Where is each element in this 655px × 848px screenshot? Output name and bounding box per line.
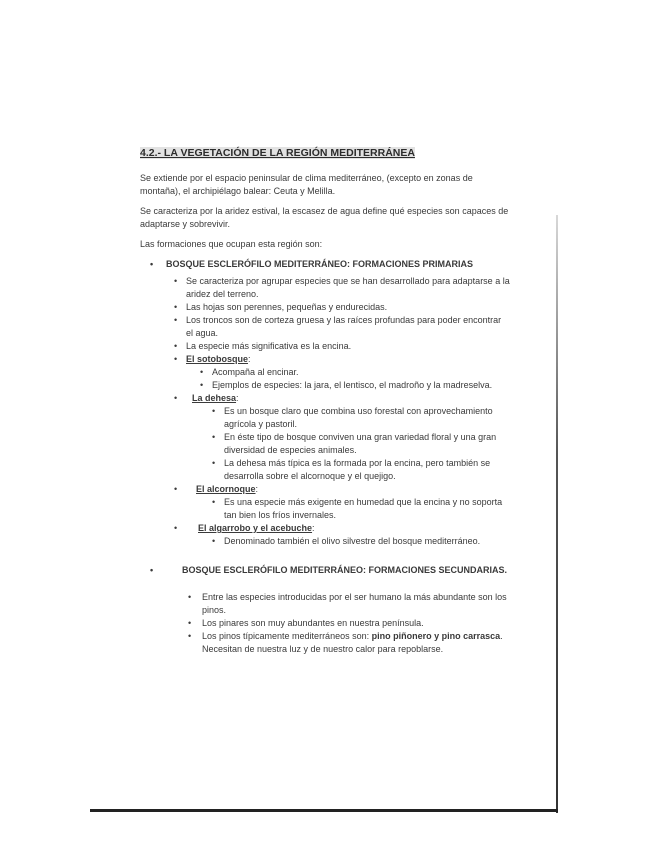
sotobosque-list	[140, 366, 510, 392]
list-item: • La dehesa más típica es la formada por la encina, pero también se desarrolla sobre el alcornoque y el quejigo.	[152, 457, 510, 483]
list-item: • Ejemplos de especies: la jara, el lentisco, el madroño y la madreselva.	[140, 379, 510, 392]
list-item: • Entre las especies introducidas por el ser humano la más abundante son los pinos.	[140, 591, 510, 617]
intro-paragraph-2: Se caracteriza por la aridez estival, la escasez de agua define qué especies son capaces de adaptarse y sobrevivir.	[140, 206, 509, 229]
subheading-sotobosque: El sotobosque	[186, 354, 249, 364]
dehesa-list	[152, 405, 510, 483]
list-item: • Las hojas son perennes, pequeñas y endurecidas.	[140, 301, 510, 314]
subheading-dehesa: La dehesa	[192, 393, 237, 403]
section-heading-primarias: • BOSQUE ESCLERÓFILO MEDITERRÁNEO: FORMACIONES PRIMARIAS	[140, 258, 510, 271]
list-item-alcornoque: • El alcornoque: • Es una especie más exigente en humedad que la encina y no soporta tan bien los fríos invernales.	[140, 483, 510, 522]
page-title: 4.2.- LA VEGETACIÓN DE LA REGIÓN MEDITERRÁNEA	[140, 147, 415, 159]
list-item: • Denominado también el olivo silvestre del bosque mediterráneo.	[152, 535, 510, 548]
list-item: • La especie más significativa es la encina.	[140, 340, 510, 353]
list-item: • Los pinares son muy abundantes en nuestra península.	[140, 617, 510, 630]
pinos-species: pino piñonero y pino carrasca	[371, 631, 501, 641]
list-item: • Es un bosque claro que combina uso forestal con aprovechamiento agrícola y pastoril.	[152, 405, 510, 431]
list-item-sotobosque: • El sotobosque: • Acompaña al encinar. • Ejemplos de especies: la jara, el lentisco, el madroño y la madreselva.	[140, 353, 510, 392]
page-edge-right	[556, 215, 558, 813]
subheading-alcornoque: El alcornoque	[196, 484, 256, 494]
alcornoque-list	[152, 496, 510, 522]
intro-paragraph-1: Se extiende por el espacio peninsular de clima mediterráneo, (excepto en zonas de montaña), el archipiélago balear: Ceuta y Melilla.	[140, 173, 473, 196]
list-item-pinos	[140, 630, 510, 656]
pinos-text-end: . Necesitan de nuestra luz y de nuestro calor para repoblarse.	[202, 631, 503, 654]
primarias-list	[140, 275, 510, 548]
page-edge-bottom	[90, 809, 558, 812]
secundarias-list	[140, 591, 510, 656]
algarrobo-list	[152, 535, 510, 548]
list-item: • En éste tipo de bosque conviven una gran variedad floral y una gran diversidad de especies animales.	[152, 431, 510, 457]
section-heading-secundarias: • BOSQUE ESCLERÓFILO MEDITERRÁNEO: FORMACIONES SECUNDARIAS.	[140, 564, 510, 577]
list-item: • Se caracteriza por agrupar especies que se han desarrollado para adaptarse a la aridez del terreno.	[140, 275, 510, 301]
intro-paragraph-3: Las formaciones que ocupan esta región son:	[140, 239, 323, 249]
subheading-algarrobo: El algarrobo y el acebuche	[198, 523, 313, 533]
list-item: • Los troncos son de corteza gruesa y las raíces profundas para poder encontrar el agua.	[140, 314, 510, 340]
list-item-dehesa: • La dehesa: • Es un bosque claro que combina uso forestal con aprovechamiento agrícola y pastoril. • En éste tipo de bosque conviven una gran variedad floral y una gran diversidad de especies animales. • La dehesa más típica es la formada por la encina, pero también se desarrolla sobre el alcornoque y el quejigo.	[140, 392, 510, 483]
document-content	[140, 147, 510, 656]
list-item-algarrobo: • El algarrobo y el acebuche: • Denominado también el olivo silvestre del bosque mediterráneo.	[140, 522, 510, 548]
list-item: • Acompaña al encinar.	[140, 366, 510, 379]
pinos-text: Los pinos típicamente mediterráneos son:	[202, 631, 372, 641]
list-item: • Es una especie más exigente en humedad que la encina y no soporta tan bien los fríos invernales.	[152, 496, 510, 522]
